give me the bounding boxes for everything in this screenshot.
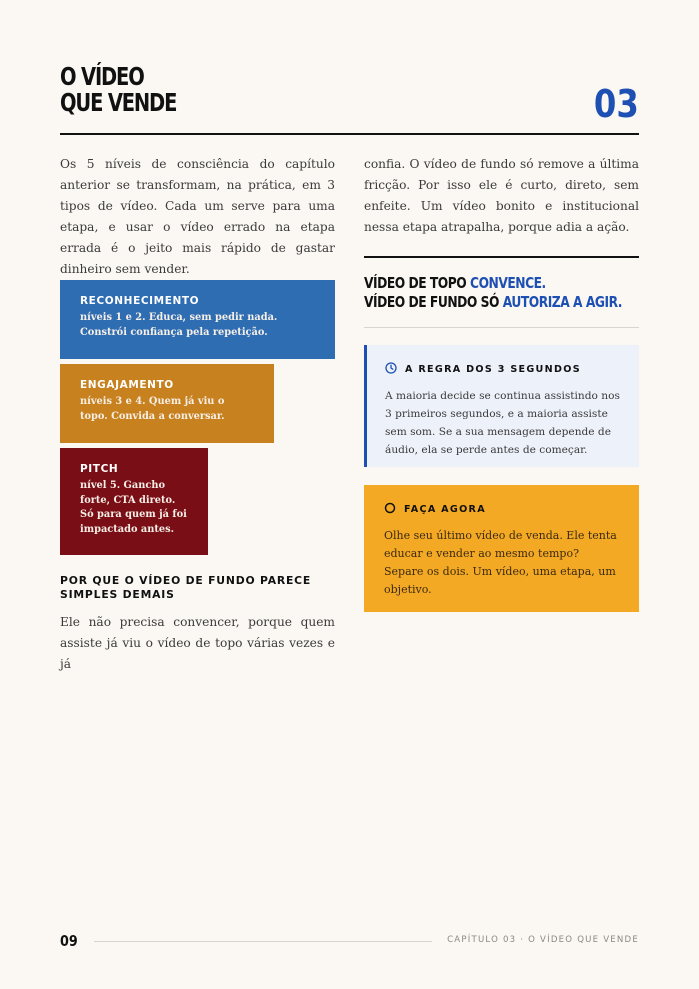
- pull-quote-line2-text: VÍDEO DE FUNDO SÓ: [364, 293, 503, 311]
- section-text: Ele não precisa convencer, porque quem assiste já viu o vídeo de topo várias vezes e já: [60, 615, 335, 671]
- level-description: níveis 1 e 2. Educa, sem pedir nada. Constrói confiança pela repetição.: [80, 312, 278, 338]
- page-title-line2: QUE VENDE: [60, 88, 177, 117]
- level-card-reconhecimento: [60, 280, 335, 359]
- action-callout-box: [364, 485, 639, 612]
- quote-top-divider: [364, 256, 639, 258]
- level-label: PITCH: [80, 463, 119, 475]
- footer-divider: [94, 941, 432, 942]
- action-callout-header: [384, 502, 619, 517]
- pull-quote-line2: [364, 293, 622, 312]
- pull-quote: [364, 274, 622, 312]
- pull-quote-highlight1: CONVENCE.: [470, 274, 546, 292]
- section-heading: POR QUE O VÍDEO DE FUNDO PARECE SIMPLES DEMAIS: [60, 574, 312, 601]
- intro-right-text: confia. O vídeo de fundo só remove a última fricção. Por isso ele é curto, direto, sem enfeite. Um vídeo bonito e institucional nessa etapa atrapalha, porque adia a ação.: [364, 157, 639, 234]
- circle-icon: [384, 502, 396, 517]
- page-number: 09: [60, 932, 78, 950]
- header-divider: [60, 133, 639, 135]
- intro-right-column: [364, 154, 639, 238]
- rule-callout-box: [364, 345, 639, 467]
- action-callout-title: FAÇA AGORA: [404, 504, 486, 515]
- level-description: nível 5. Gancho forte, CTA direto. Só para quem já foi impactado antes.: [80, 480, 187, 535]
- rule-callout-header: [385, 362, 621, 377]
- rule-callout-text: A maioria decide se continua assistindo nos 3 primeiros segundos, e a maioria assiste sem som. Se a sua mensagem depende de áudio, ela se perde antes de começar.: [385, 390, 620, 456]
- section-body: [60, 612, 335, 675]
- chapter-number: 03: [594, 82, 639, 126]
- level-description: níveis 3 e 4. Quem já viu o topo. Convida a conversar.: [80, 396, 225, 422]
- level-card-engajamento: [60, 364, 274, 443]
- level-card-pitch: [60, 448, 208, 555]
- pull-quote-line1: [364, 274, 594, 293]
- intro-left-text: Os 5 níveis de consciência do capítulo anterior se transformam, na prática, em 3 tipos de vídeo. Cada um serve para uma etapa, e usar o vídeo errado na etapa errada é o jeito mais rápido de gastar dinheiro sem vender.: [60, 157, 335, 276]
- pull-quote-line1-text: VÍDEO DE TOPO: [364, 274, 471, 292]
- quote-bottom-divider: [364, 327, 639, 328]
- page-title: [60, 64, 176, 116]
- page-title-line1: O VÍDEO: [60, 62, 144, 91]
- intro-left-column: [60, 154, 335, 280]
- pull-quote-highlight2: AUTORIZA A AGIR.: [502, 293, 622, 311]
- clock-icon: [385, 362, 397, 377]
- rule-callout-title: A REGRA DOS 3 SEGUNDOS: [405, 364, 581, 375]
- level-label: ENGAJAMENTO: [80, 379, 174, 391]
- action-callout-text: Olhe seu último vídeo de venda. Ele tenta educar e vender ao mesmo tempo? Separe os dois. Um vídeo, uma etapa, um objetivo.: [384, 529, 617, 596]
- level-label: RECONHECIMENTO: [80, 295, 200, 307]
- footer-chapter-label: CAPÍTULO 03 · O VÍDEO QUE VENDE: [447, 935, 639, 945]
